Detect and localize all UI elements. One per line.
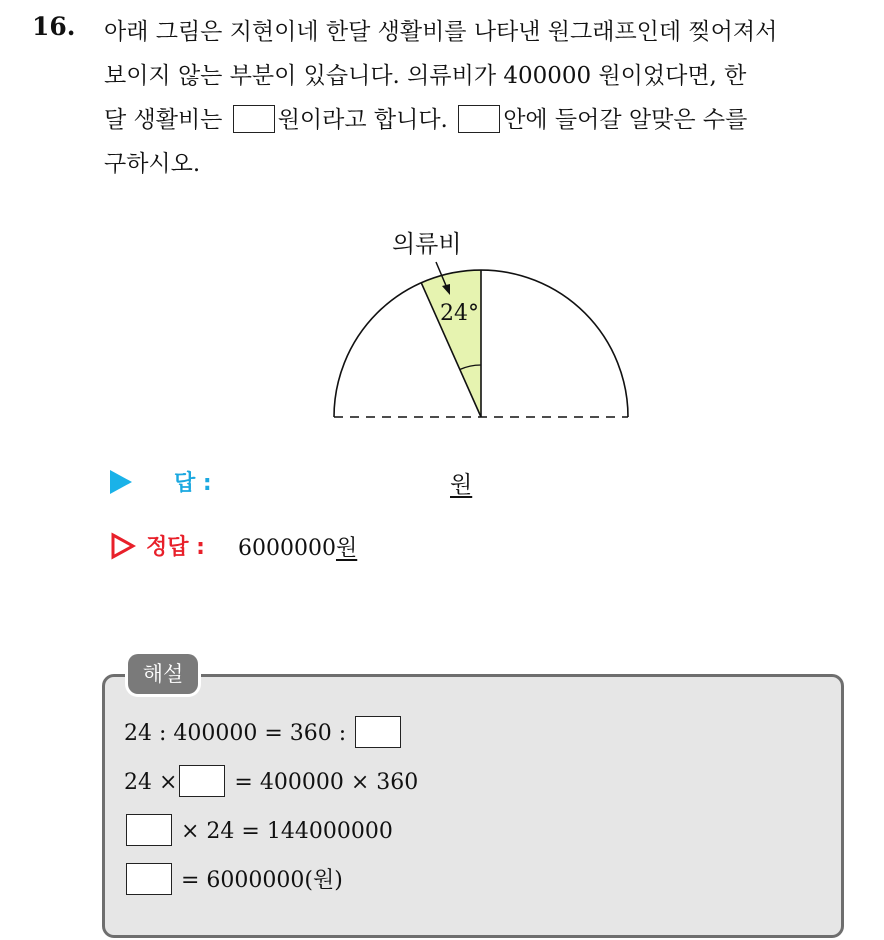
explanation-equation-2 <box>124 765 418 799</box>
eq1-left: 24 : 400000 = 360 : <box>124 721 347 746</box>
eq-blank-box <box>126 814 172 846</box>
correct-answer-number: 6000000 <box>238 536 336 561</box>
torn-pie-chart <box>320 220 640 425</box>
answer-row <box>110 466 510 500</box>
explanation-tab: 해설 <box>128 654 198 694</box>
question-line-3 <box>104 98 864 142</box>
blank-box <box>233 105 275 133</box>
correct-answer-unit: 원 <box>335 536 358 561</box>
question-line-3-part-2: 원이라고 합니다. <box>277 107 448 133</box>
correct-answer-value <box>238 531 357 562</box>
question-line-3-part-1: 달 생활비는 <box>104 107 223 133</box>
eq2-left: 24 × <box>124 770 178 795</box>
explanation-equation-3 <box>124 814 393 848</box>
question-line-2: 보이지 않는 부분이 있습니다. 의류비가 400000 원이었다면, 한 <box>104 63 747 89</box>
eq-blank-box <box>355 716 401 748</box>
question-line-4: 구하시오. <box>104 151 201 177</box>
play-triangle-icon <box>110 470 132 494</box>
explanation-equation-1 <box>124 716 403 750</box>
correct-answer-row <box>110 530 510 564</box>
answer-label: 답 : <box>174 471 212 496</box>
question-text <box>104 10 864 186</box>
explanation-equation-4 <box>124 863 343 897</box>
clothing-label: 의류비 <box>392 230 462 258</box>
eq-blank-box <box>179 765 225 797</box>
eq-blank-box <box>126 863 172 895</box>
eq3-right: × 24 = 144000000 <box>181 819 393 844</box>
eq4-right: = 6000000(원) <box>181 868 343 893</box>
eq2-right: = 400000 × 360 <box>234 770 419 795</box>
answer-unit: 원 <box>450 472 473 498</box>
blank-box <box>458 105 500 133</box>
angle-label: 24° <box>440 301 479 326</box>
correct-answer-label: 정답 : <box>146 535 205 560</box>
question-line-1: 아래 그림은 지현이네 한달 생활비를 나타낸 원그래프인데 찢어져서 <box>104 19 778 45</box>
question-number: 16. <box>32 12 76 41</box>
question-line-3-part-3: 안에 들어갈 알맞은 수를 <box>503 107 748 133</box>
outline-triangle-icon <box>110 532 136 560</box>
explanation-box <box>102 674 844 938</box>
